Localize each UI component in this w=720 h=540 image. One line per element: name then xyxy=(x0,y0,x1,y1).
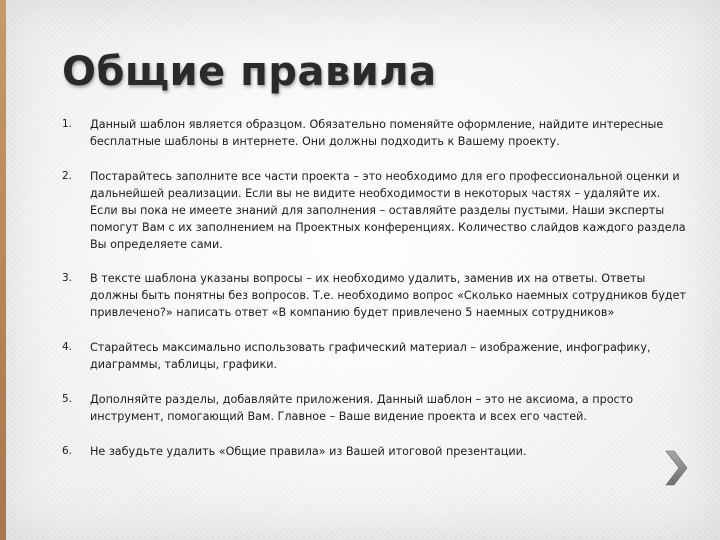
rule-item xyxy=(62,116,690,150)
rule-item xyxy=(62,443,690,460)
rule-item xyxy=(62,391,690,425)
rule-text: В тексте шаблона указаны вопросы – их необходимо удалить, заменив их на ответы. Ответы должны быть понятны без вопросов. Т.е. необходимо вопрос «Сколько наемных сотрудников будет привлечено?» написать ответ «В компанию будет привлечено 5 наемных сотрудников» xyxy=(90,272,687,319)
rule-number: 6. xyxy=(62,445,73,457)
rule-number: 4. xyxy=(62,341,73,353)
next-slide-button[interactable] xyxy=(660,448,690,488)
rule-number: 2. xyxy=(62,170,73,182)
rules-list xyxy=(62,116,690,478)
rule-number: 1. xyxy=(62,118,73,130)
rule-item xyxy=(62,339,690,373)
rule-number: 5. xyxy=(62,393,73,405)
chevron-right-icon xyxy=(660,448,690,488)
rule-text: Данный шаблон является образцом. Обязательно поменяйте оформление, найдите интересные бесплатные шаблоны в интернете. Они должны подходить к Вашему проекту. xyxy=(90,118,664,148)
rule-text: Не забудьте удалить «Общие правила» из Вашей итоговой презентации. xyxy=(90,445,527,458)
rule-item xyxy=(62,168,690,253)
accent-bar xyxy=(0,0,6,540)
rule-number: 3. xyxy=(62,272,73,284)
rule-item xyxy=(62,270,690,321)
rule-text: Старайтесь максимально использовать графический материал – изображение, инфографику, диаграммы, таблицы, графики. xyxy=(90,341,651,371)
slide-title: Общие правила xyxy=(62,49,437,95)
rule-text: Постарайтесь заполните все части проекта – это необходимо для его профессиональной оценки и дальнейшей реализации. Если вы не видите необходимости в некоторых частях – удаляйте их. Если вы пока не имеете знаний для заполнения – оставляйте разделы пустыми. Наши эксперты помогут Вам с их заполнением на Проектных конференциях. Количество слайдов каждого раздела Вы определяете сами. xyxy=(90,170,686,251)
rule-text: Дополняйте разделы, добавляйте приложения. Данный шаблон – это не аксиома, а просто инструмент, помогающий Вам. Главное – Ваше видение проекта и всех его частей. xyxy=(90,393,634,423)
